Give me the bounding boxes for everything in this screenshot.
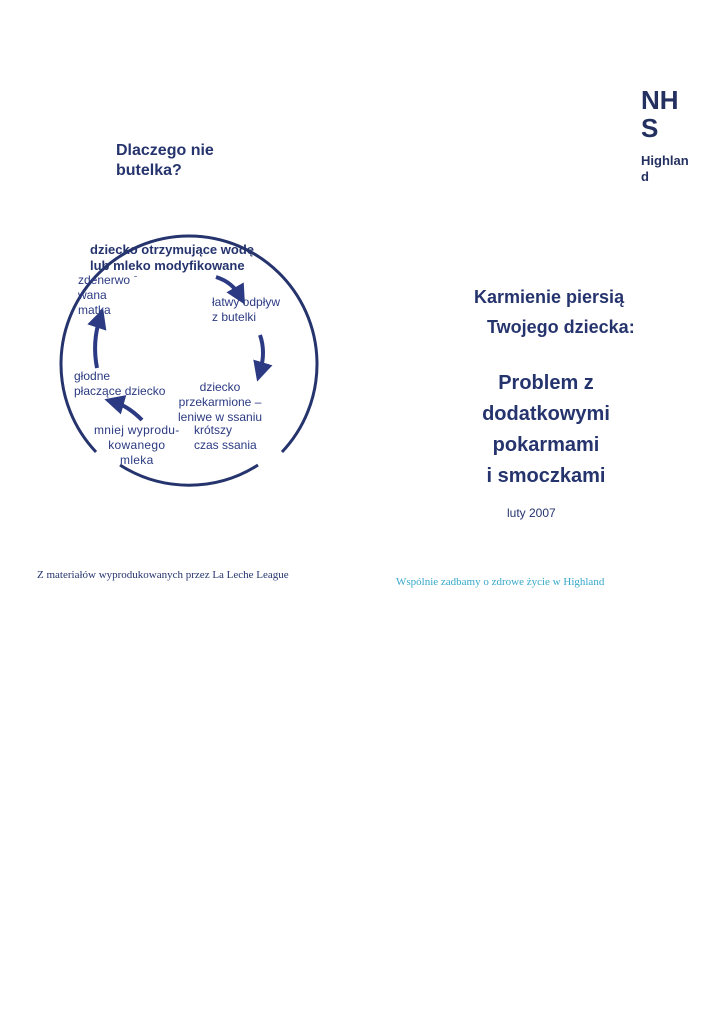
cycle-hungry-line: płaczące dziecko — [74, 384, 166, 398]
question-line: butelka? — [116, 162, 182, 179]
cycle-mother-line: wana — [78, 288, 107, 302]
cycle-mother-label — [78, 273, 130, 318]
leaflet-subtitle-line: dodatkowymi — [482, 403, 610, 425]
stray-mark: ˉ — [134, 275, 138, 286]
arrow-less-to-hungry — [114, 402, 142, 420]
cycle-overfed-line: przekarmione – — [178, 395, 262, 409]
logo-region-line: d — [641, 169, 649, 184]
cycle-flow-line: z butelki — [212, 310, 257, 324]
cycle-top-label — [90, 242, 254, 274]
arrow-top-to-flow — [216, 277, 240, 296]
cycle-shorter-label — [194, 423, 257, 453]
leaflet-subtitle — [476, 368, 616, 492]
arrow-flow-to-overfed — [260, 335, 263, 372]
leaflet-subtitle-line: i smoczkami — [486, 465, 606, 487]
logo-line: S — [641, 113, 659, 143]
cycle-less-milk-line: mniej wyprodu- — [94, 423, 180, 437]
cycle-hungry-line: głodne — [74, 369, 111, 383]
cycle-less-milk-line: mleka — [120, 453, 154, 467]
cycle-overfed-line: dziecko — [199, 380, 241, 394]
cycle-mother-line: matka — [78, 303, 111, 317]
leaflet-title-line: Karmienie piersią — [474, 287, 625, 307]
cycle-flow-line: łatwy odpływ — [212, 295, 281, 309]
logo-region-line: Highlan — [641, 153, 689, 168]
leaflet-subtitle-line: Problem z — [498, 372, 594, 394]
cycle-top-line: lub mleko modyfikowane — [90, 258, 245, 273]
cycle-shorter-line: krótszy — [194, 423, 233, 437]
cycle-overfed-line: leniwe w ssaniu — [178, 410, 263, 424]
cycle-top-line: dziecko otrzymujące wodę — [90, 242, 254, 257]
cycle-flow-label — [212, 295, 280, 325]
cycle-overfed-label — [178, 380, 262, 425]
slogan: Wspólnie zadbamy o zdrowe życie w Highland — [396, 576, 605, 588]
cycle-less-milk-label — [94, 423, 180, 468]
leaflet-subtitle-line: pokarmami — [492, 434, 600, 456]
leaflet-title-line: Twojego dziecka: — [487, 317, 635, 337]
cycle-mother-line: zdenerwo — [78, 273, 131, 287]
leaflet-title — [474, 282, 635, 342]
logo-line: NH — [641, 85, 679, 115]
cycle-shorter-line: czas ssania — [194, 438, 257, 452]
source-credit: Z materiałów wyprodukowanych przez La Leche League — [37, 569, 289, 581]
publication-date: luty 2007 — [507, 506, 556, 520]
cycle-hungry-label — [74, 369, 165, 399]
question-line: Dlaczego nie — [116, 142, 214, 159]
cycle-less-milk-line: kowanego — [108, 438, 166, 452]
arrow-hungry-to-mother — [95, 318, 100, 368]
